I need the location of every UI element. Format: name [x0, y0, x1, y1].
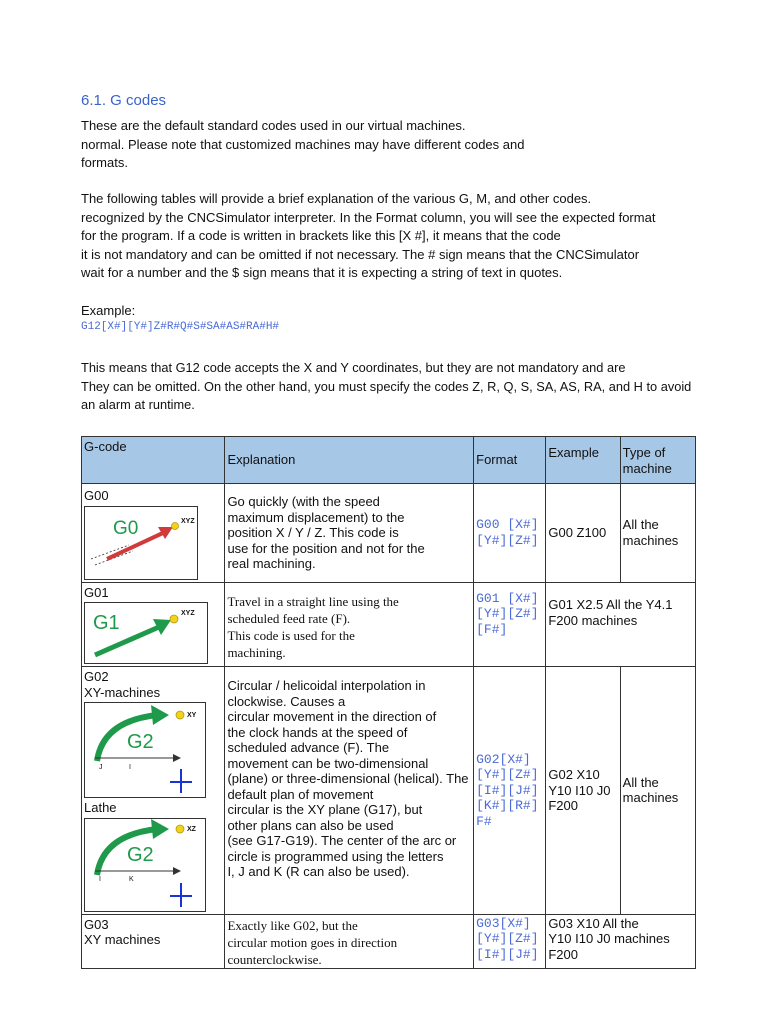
table-row — [82, 914, 696, 968]
explanation-line: Circular / helicoidal interpolation in — [227, 678, 426, 693]
g-codes-table — [81, 436, 696, 969]
explanation-line: scheduled feed rate (F). — [227, 611, 351, 627]
format-cell-g01 — [474, 582, 546, 667]
format-line: F# — [476, 813, 492, 829]
machine-cell-g02: All the machines — [620, 667, 695, 915]
example-cell-g03 — [546, 914, 696, 968]
explanation-line: use for the position and not for the — [227, 540, 425, 556]
tick-label: J — [99, 764, 103, 771]
code-label: G03 — [84, 916, 109, 932]
explanation-line: I, J and K (R can also be used). — [227, 864, 410, 879]
code-cell-g00 — [82, 484, 225, 583]
explanation-line: other plans can also be used — [227, 817, 394, 833]
meaning-line: This means that G12 code accepts the X and Y coordinates, but they are not mandatory and are — [81, 360, 626, 375]
explanation-line: (plane) or three-dimensional (helical). The — [227, 771, 469, 786]
code-cell-g03 — [82, 914, 225, 968]
clockwise-arc-xz-icon — [84, 818, 206, 912]
example-line: G02 X10 — [548, 767, 600, 782]
table-row — [82, 582, 696, 667]
tables-paragraph — [81, 190, 655, 283]
icon-title: G0 — [113, 517, 139, 539]
format-line: [Y#][Z#] — [476, 767, 539, 782]
explanation-line: This code is used for the — [227, 628, 355, 644]
explanation-cell-g02 — [225, 667, 474, 915]
header-format: Format — [474, 437, 546, 484]
explanation-line: machining. — [227, 645, 286, 661]
header-machine-type: Type of machine — [620, 437, 695, 484]
tables-line: The following tables will provide a brief explanation of the various G, M, and other codes. — [81, 191, 592, 206]
intro-line: formats. — [81, 155, 128, 170]
intro-line: normal. Please note that customized machines may have different codes and — [81, 136, 525, 152]
code-cell-g02 — [82, 667, 225, 915]
tables-line: it is not mandatory and can be omitted if not necessary. The # sign means that the CNCSimulator — [81, 246, 640, 262]
table-row — [82, 484, 696, 583]
example-line: G03 X10 All the — [548, 915, 639, 931]
code-label: G01 — [84, 584, 109, 600]
example-cell-g02 — [546, 667, 620, 915]
explanation-line: the clock hands at the speed of — [227, 724, 408, 740]
table-header-row — [82, 437, 696, 484]
intro-line: These are the default standard codes used in our virtual machines. — [81, 118, 466, 133]
header-explanation: Explanation — [225, 437, 474, 484]
explanation-line: circular movement in the direction of — [227, 709, 437, 724]
icon-title: G1 — [93, 612, 120, 634]
tables-line: wait for a number and the $ sign means that it is expecting a string of text in quotes. — [81, 265, 563, 280]
tables-line: for the program. If a code is written in brackets like this [X #], it means that the code — [81, 228, 561, 243]
table-row — [82, 667, 696, 915]
explanation-line: circle is programmed using the letters — [227, 848, 444, 864]
icon-title: G2 — [127, 731, 154, 753]
format-line: [I#][J#] — [476, 782, 539, 798]
explanation-line: real machining. — [227, 556, 316, 571]
format-line: [Y#][Z#] — [476, 931, 539, 946]
example-cell-g01: G01 X2.5 All the Y4.1 F200 machines — [546, 582, 696, 667]
tick-label: I — [129, 764, 131, 771]
code-sublabel: XY-machines — [84, 684, 161, 700]
intro-paragraph — [81, 117, 524, 173]
header-g-code: G-code — [82, 437, 225, 484]
icon-axis-label: XYZ — [181, 610, 195, 617]
explanation-line: Travel in a straight line using the — [227, 594, 399, 610]
icon-axis-label: XY — [187, 712, 197, 719]
clockwise-arc-xy-icon — [84, 702, 206, 798]
explanation-line: circular motion goes in direction — [227, 934, 398, 950]
explanation-line: (see G17-G19). The center of the arc or — [227, 833, 457, 848]
example-cell-g00: G00 Z100 — [546, 484, 620, 583]
section-title: 6.1. G codes — [81, 92, 167, 109]
format-line: G00 [X#] — [476, 517, 539, 533]
example-code: G12[X#][Y#]Z#R#Q#S#SA#AS#RA#H# — [81, 321, 280, 333]
format-cell-g03 — [474, 914, 546, 968]
explanation-line: movement can be two-dimensional — [227, 755, 429, 771]
meaning-line: an alarm at runtime. — [81, 397, 195, 412]
format-line: [F#] — [476, 621, 508, 637]
explanation-line: circular is the XY plane (G17), but — [227, 802, 423, 817]
format-line: [Y#][Z#] — [476, 606, 539, 621]
code-cell-g01 — [82, 582, 225, 667]
tick-label: K — [129, 875, 134, 883]
meaning-line: They can be omitted. On the other hand, you must specify the codes Z, R, Q, S, SA, AS, RA, and H to avoid — [81, 378, 692, 394]
example-line: Y10 I10 J0 machines — [548, 931, 670, 946]
explanation-line: position X / Y / Z. This code is — [227, 525, 399, 540]
icon-title: G2 — [127, 843, 154, 866]
code-label: G00 — [84, 488, 109, 503]
explanation-cell-g03 — [225, 914, 474, 968]
example-line: F200 — [548, 946, 578, 962]
explanation-line: default plan of movement — [227, 786, 374, 802]
example-line: Y10 I10 J0 — [548, 782, 611, 798]
explanation-line: clockwise. Causes a — [227, 693, 346, 709]
code-sublabel: XY machines — [84, 932, 161, 947]
explanation-cell-g00 — [225, 484, 474, 583]
example-label: Example: — [81, 303, 136, 318]
meaning-paragraph — [81, 359, 691, 415]
tables-line: recognized by the CNCSimulator interpreter. In the Format column, you will see the expected format — [81, 209, 656, 225]
format-line: [I#][J#] — [476, 946, 539, 962]
header-example: Example — [546, 437, 620, 484]
format-line: G01 [X#] — [476, 590, 539, 606]
code-label: G02 — [84, 669, 109, 684]
explanation-line: scheduled advance (F). The — [227, 740, 390, 755]
format-line: [Y#][Z#] — [476, 532, 539, 548]
explanation-line: maximum displacement) to the — [227, 509, 405, 525]
rapid-move-icon — [84, 506, 198, 580]
format-line: G02[X#] — [476, 751, 531, 767]
tick-label: I — [99, 875, 101, 883]
icon-axis-label: XZ — [187, 825, 196, 833]
format-line: [K#][R#] — [476, 798, 539, 813]
linear-move-icon — [84, 602, 208, 664]
icon-axis-label: XYZ — [181, 517, 195, 525]
example-line: F200 — [548, 798, 578, 813]
explanation-line: Go quickly (with the speed — [227, 494, 380, 509]
explanation-line: Exactly like G02, but the — [227, 917, 358, 933]
format-line: G03[X#] — [476, 915, 531, 931]
format-cell-g02 — [474, 667, 546, 915]
machine-cell-g00: All the machines — [620, 484, 695, 583]
explanation-cell-g01 — [225, 582, 474, 667]
explanation-line: counterclockwise. — [227, 951, 322, 967]
format-cell-g00 — [474, 484, 546, 583]
code-sublabel: Lathe — [84, 800, 117, 815]
